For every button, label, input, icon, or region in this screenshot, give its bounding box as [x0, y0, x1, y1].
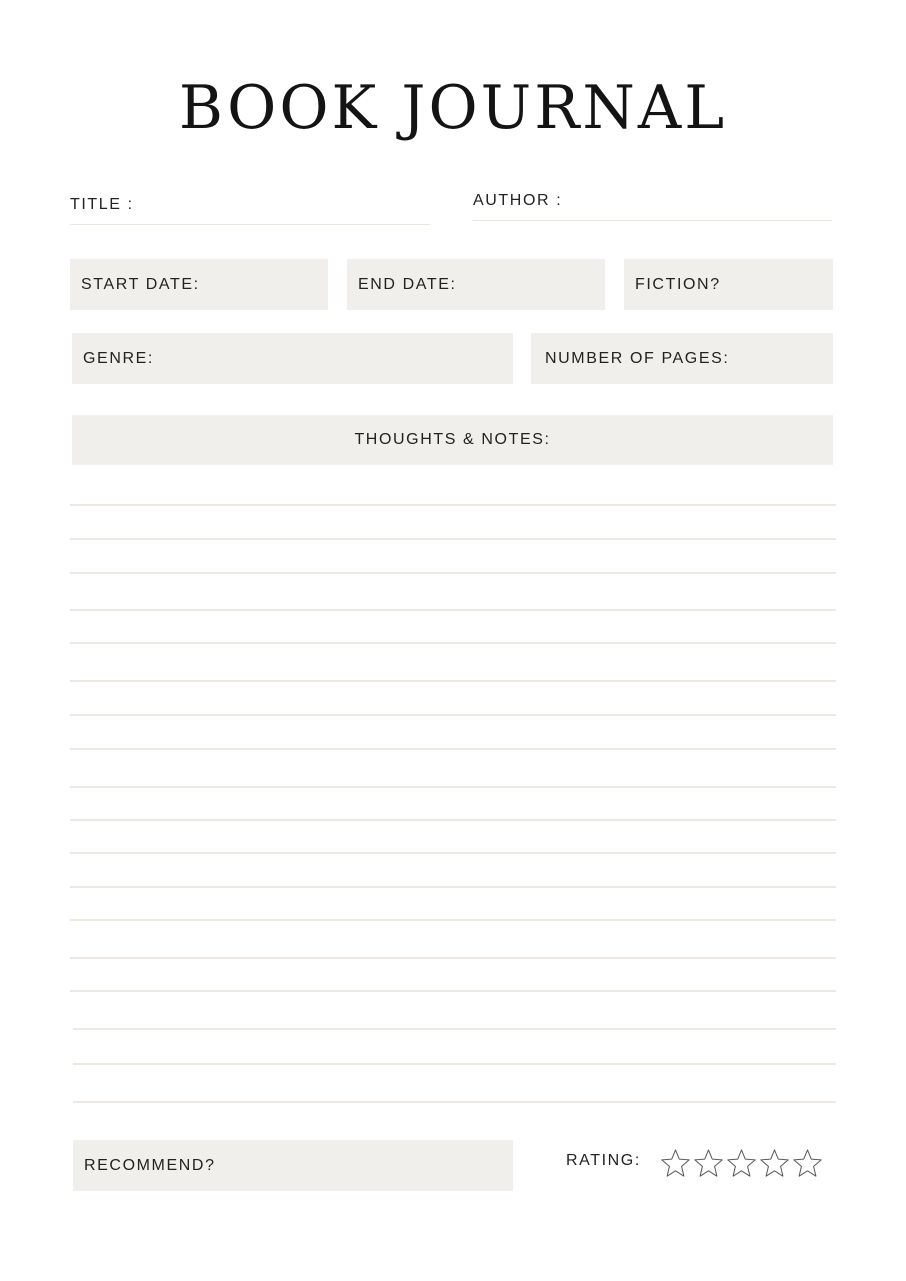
rating-label: RATING:	[566, 1152, 641, 1169]
note-line[interactable]	[70, 819, 836, 821]
note-line[interactable]	[70, 714, 836, 716]
note-line[interactable]	[70, 680, 836, 682]
note-line[interactable]	[70, 572, 836, 574]
note-line[interactable]	[70, 786, 836, 788]
star-icon[interactable]	[660, 1148, 691, 1179]
note-line[interactable]	[70, 609, 836, 611]
notes-label: THOUGHTS & NOTES:	[354, 431, 551, 448]
note-line[interactable]	[70, 957, 836, 959]
note-line[interactable]	[70, 642, 836, 644]
end-date-field[interactable]	[347, 259, 605, 310]
notes-header	[72, 415, 833, 465]
pages-field[interactable]	[531, 333, 833, 384]
note-line[interactable]	[70, 919, 836, 921]
author-underline	[473, 220, 832, 221]
note-line[interactable]	[70, 886, 836, 888]
rating-stars[interactable]	[660, 1148, 823, 1179]
genre-field[interactable]	[72, 333, 513, 384]
note-line[interactable]	[73, 1101, 836, 1103]
genre-label: GENRE:	[83, 349, 154, 367]
fiction-label: FICTION?	[635, 275, 721, 293]
note-line[interactable]	[73, 1028, 836, 1030]
page-title: BOOK JOURNAL	[178, 73, 728, 143]
pages-label: NUMBER OF PAGES:	[545, 349, 730, 367]
title-label: TITLE :	[70, 196, 134, 213]
start-date-label: START DATE:	[81, 275, 200, 293]
title-underline	[70, 224, 430, 225]
recommend-label: RECOMMEND?	[84, 1156, 216, 1174]
note-line[interactable]	[70, 504, 836, 506]
author-field[interactable]	[473, 192, 832, 221]
star-icon[interactable]	[759, 1148, 790, 1179]
note-line[interactable]	[70, 852, 836, 854]
recommend-field[interactable]	[73, 1140, 513, 1191]
note-line[interactable]	[70, 748, 836, 750]
star-icon[interactable]	[792, 1148, 823, 1179]
star-icon[interactable]	[693, 1148, 724, 1179]
title-field[interactable]	[70, 196, 430, 225]
end-date-label: END DATE:	[358, 275, 457, 293]
start-date-field[interactable]	[70, 259, 328, 310]
note-line[interactable]	[70, 538, 836, 540]
author-label: AUTHOR :	[473, 192, 563, 209]
note-line[interactable]	[70, 990, 836, 992]
star-icon[interactable]	[726, 1148, 757, 1179]
note-line[interactable]	[73, 1063, 836, 1065]
fiction-field[interactable]	[624, 259, 833, 310]
